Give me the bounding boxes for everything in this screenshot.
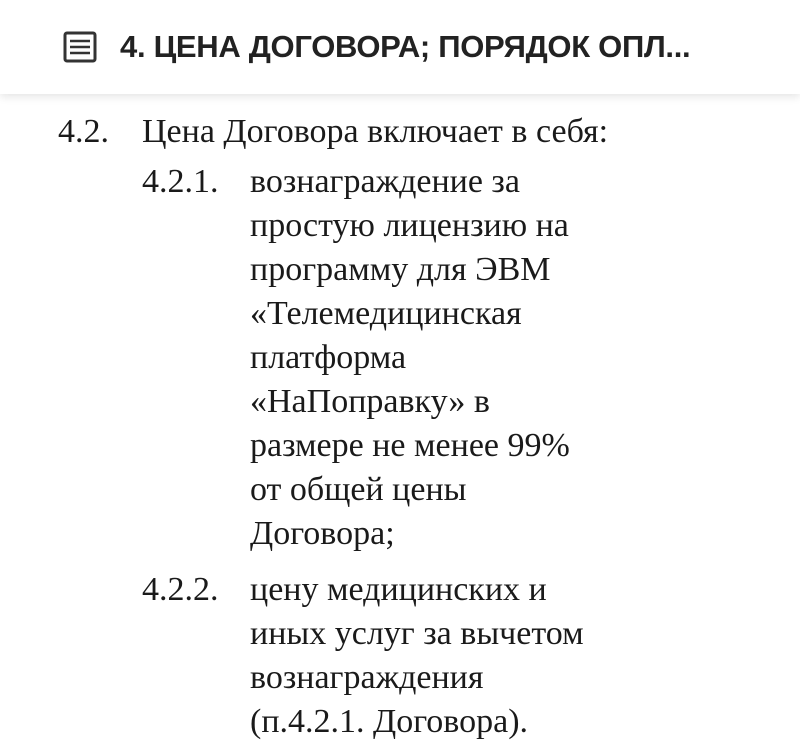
section-title[interactable]: 4. ЦЕНА ДОГОВОРА; ПОРЯДОК ОПЛ... bbox=[120, 29, 691, 64]
text-line: цену медицинских и bbox=[250, 571, 547, 608]
text-line: иных услуг за вычетом bbox=[250, 615, 584, 652]
clause-number: 4.2. bbox=[58, 113, 109, 150]
text-line: простую лицензию на bbox=[250, 207, 569, 244]
section-header bbox=[0, 0, 800, 94]
text-line: «Телемедицинская bbox=[250, 295, 522, 332]
table-of-contents-icon[interactable] bbox=[62, 29, 98, 65]
document-content bbox=[0, 94, 800, 756]
text-line: программу для ЭВМ bbox=[250, 251, 551, 288]
subclause-text bbox=[250, 568, 610, 744]
text-line: Договора; bbox=[250, 515, 395, 552]
subclause-number: 4.2.1. bbox=[142, 163, 219, 200]
text-line: размере не менее 99% bbox=[250, 427, 570, 464]
clause-text: Цена Договора включает в себя: bbox=[142, 113, 609, 150]
text-line: от общей цены bbox=[250, 471, 467, 508]
subclause-number: 4.2.2. bbox=[142, 571, 219, 608]
text-line: вознаграждения bbox=[250, 659, 484, 696]
text-line: (п.4.2.1. Договора). bbox=[250, 703, 529, 740]
text-line: «НаПоправку» в bbox=[250, 383, 490, 420]
text-line: платформа bbox=[250, 339, 407, 376]
subclause-text bbox=[250, 160, 610, 556]
text-line: вознаграждение за bbox=[250, 163, 520, 200]
